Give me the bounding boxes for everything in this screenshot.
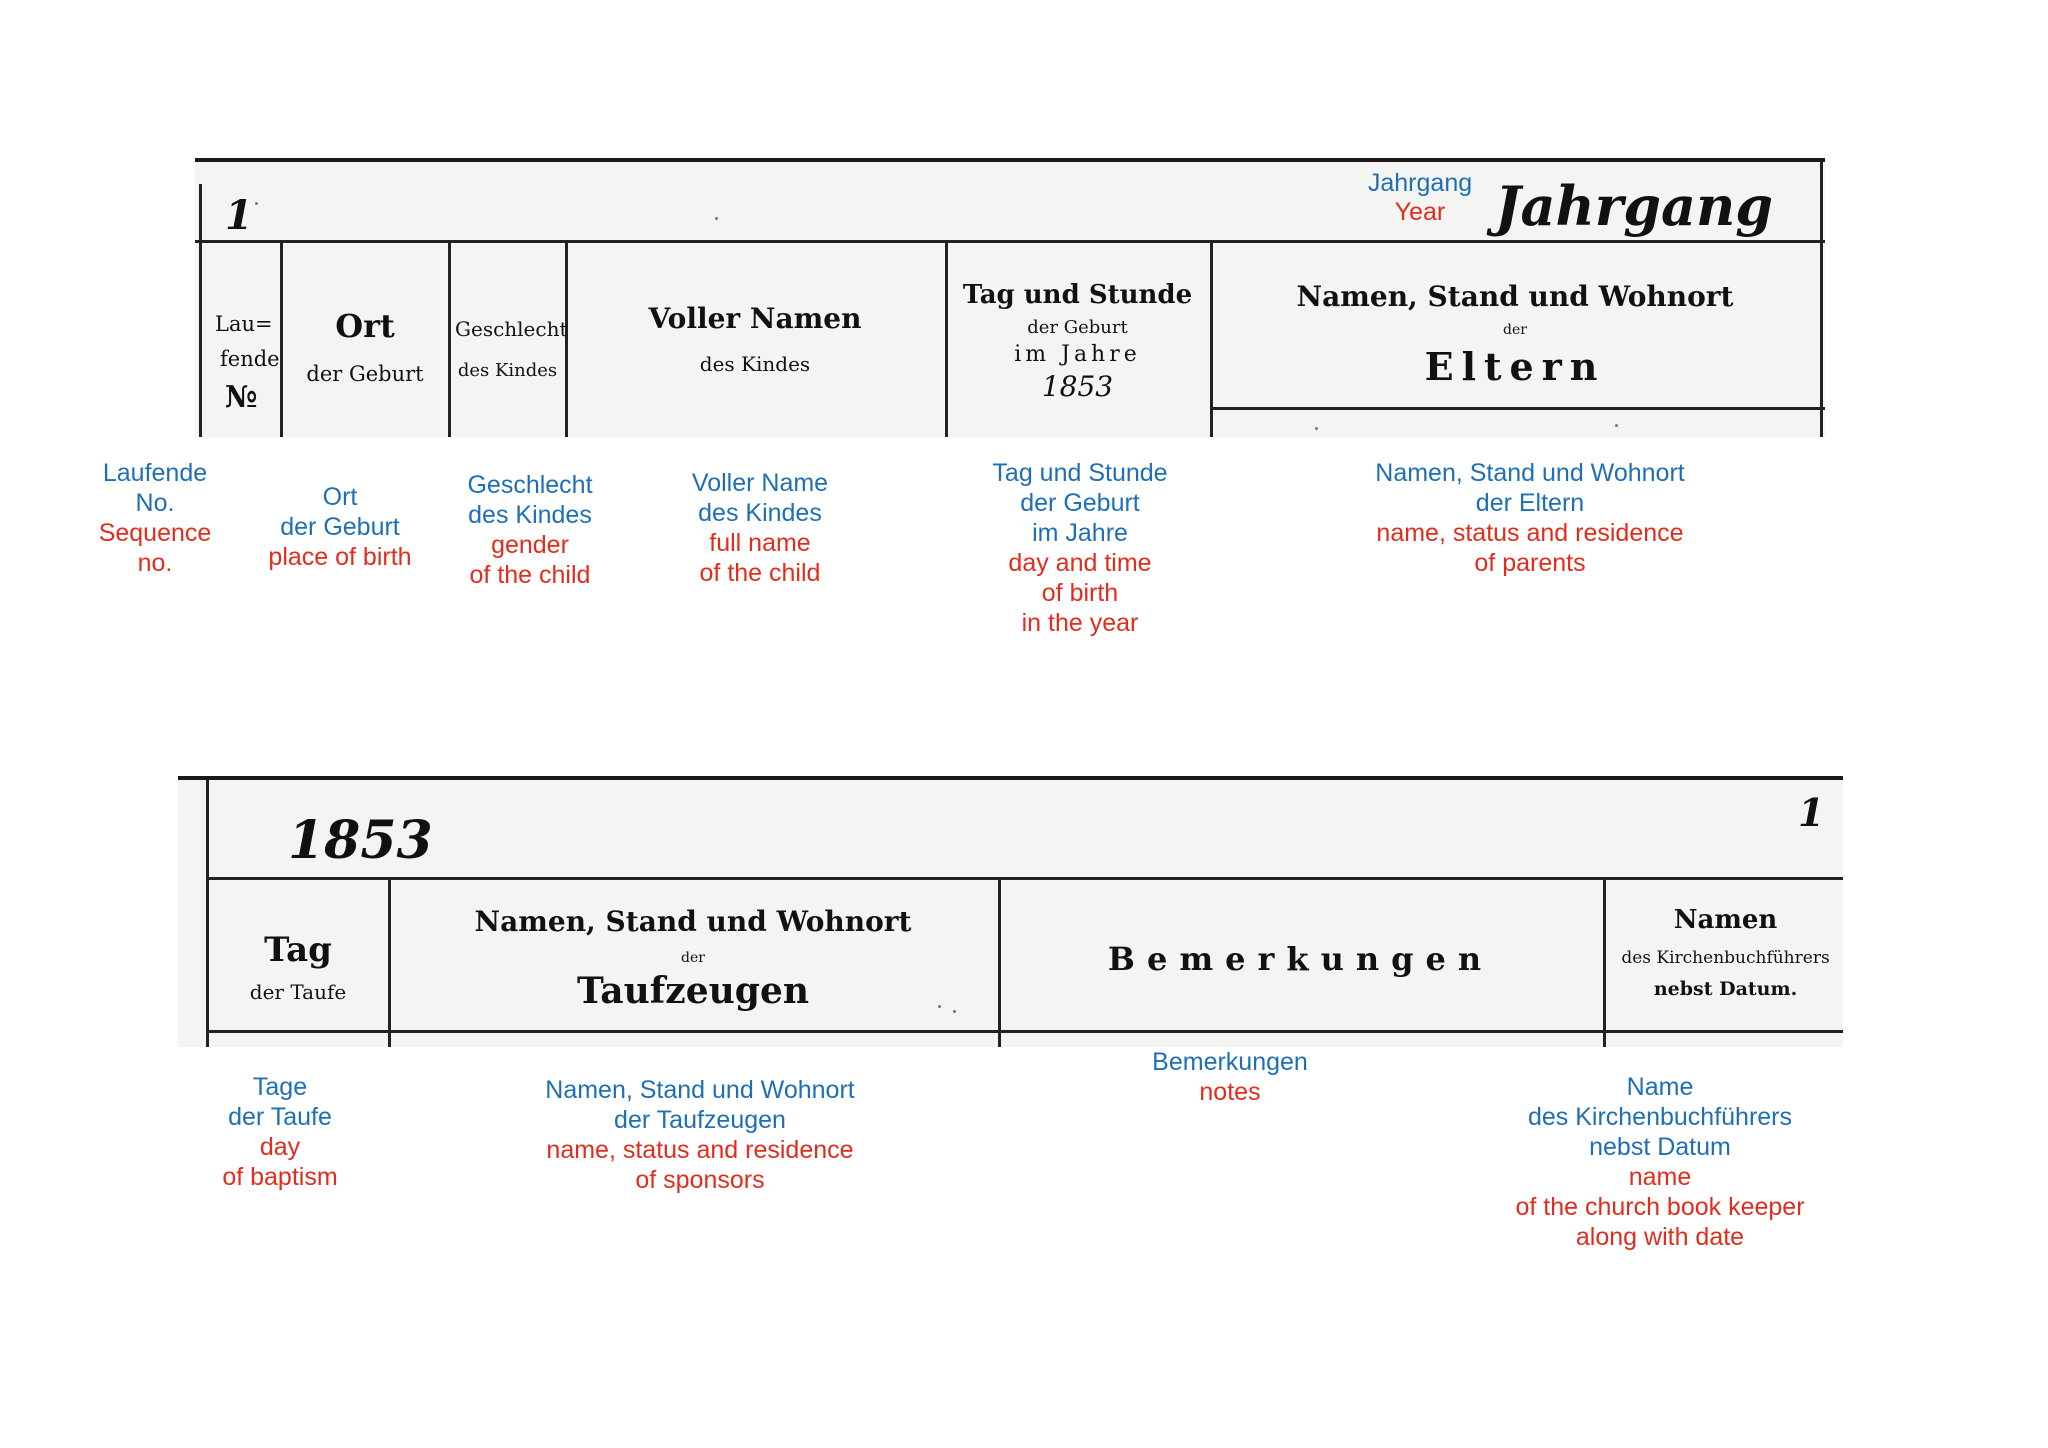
annotation-en-line: of parents bbox=[1474, 549, 1586, 577]
scan-speck bbox=[938, 1005, 941, 1008]
top-register-rule bbox=[195, 240, 1825, 243]
col-tag-line2: der Geburt bbox=[1027, 317, 1128, 338]
annotation-voller bbox=[660, 468, 860, 588]
col-voller-line1: Voller Namen bbox=[648, 302, 862, 335]
annotation-en-line: no. bbox=[137, 549, 173, 577]
annotation-tag-geburt bbox=[960, 458, 1200, 638]
col-bemerkungen: Bemerkungen bbox=[1107, 940, 1494, 978]
annotation-taufe bbox=[180, 1072, 380, 1192]
col-geschlecht-line1: Geschlecht bbox=[455, 317, 568, 341]
page-number: 1 bbox=[1798, 790, 1825, 835]
col-divider bbox=[945, 242, 948, 437]
col-paten-line3: Taufzeugen bbox=[576, 970, 810, 1012]
annotation-de-line: des Kindes bbox=[468, 501, 592, 529]
col-laufende-line1: Lau= bbox=[215, 312, 273, 336]
col-laufende-line2: fende bbox=[220, 347, 280, 371]
annotation-laufende bbox=[70, 458, 240, 578]
annotation-kirchenbuch bbox=[1470, 1072, 1850, 1252]
col-taufe-line2: der Taufe bbox=[249, 980, 347, 1004]
bottom-register-scan bbox=[178, 776, 1843, 1047]
annotation-de-line: Ort bbox=[322, 483, 358, 511]
col-eltern-line2: der bbox=[1503, 322, 1527, 338]
col-paten-line1: Namen, Stand und Wohnort bbox=[474, 905, 912, 938]
annotation-en-line: of sponsors bbox=[635, 1166, 765, 1194]
annotation-de-line: der Eltern bbox=[1475, 489, 1585, 517]
col-kirchenbuch-line2: des Kirchenbuchführers bbox=[1621, 948, 1830, 968]
annotation-en-line: Sequence bbox=[98, 519, 212, 547]
annotation-eltern bbox=[1330, 458, 1730, 578]
register-title: Jahrgang bbox=[1495, 174, 1774, 238]
annotation-en-line: day and time bbox=[1008, 549, 1152, 577]
top-register-left-border bbox=[199, 184, 202, 437]
annotation-de-line: Geschlecht bbox=[467, 471, 593, 499]
col-tag-line4: 1853 bbox=[1041, 370, 1114, 403]
annotation-en-line: name bbox=[1628, 1163, 1692, 1191]
annotation-de-line: No. bbox=[135, 489, 175, 517]
annotation-en-line: gender bbox=[491, 531, 569, 559]
annotation-en-line: notes bbox=[1199, 1078, 1261, 1106]
annotation-en-line: of birth bbox=[1041, 579, 1119, 607]
col-kirchenbuch-line3: nebst Datum. bbox=[1653, 978, 1798, 1000]
annotation-de-line: der Taufe bbox=[228, 1103, 332, 1131]
col-eltern-line3: Eltern bbox=[1424, 344, 1606, 389]
annotation-jahrgang-de: Jahrgang bbox=[1367, 169, 1473, 197]
annotation-de-line: des Kirchenbuchführers bbox=[1527, 1103, 1793, 1131]
col-kirchenbuch-line1: Namen bbox=[1673, 905, 1778, 935]
annotation-en-line: place of birth bbox=[268, 543, 412, 571]
annotation-de-line: Tag und Stunde bbox=[992, 459, 1168, 487]
annotation-de-line: der Taufzeugen bbox=[614, 1106, 786, 1134]
annotation-en-line: of the child bbox=[469, 561, 591, 589]
register-year: 1853 bbox=[288, 810, 433, 871]
col-divider bbox=[1603, 877, 1606, 1047]
col-divider bbox=[388, 877, 391, 1047]
annotation-en-line: along with date bbox=[1575, 1223, 1745, 1251]
col-geschlecht-line2: des Kindes bbox=[457, 360, 558, 381]
annotation-bemerkungen bbox=[1120, 1047, 1340, 1107]
annotation-de-line: im Jahre bbox=[1032, 519, 1128, 547]
annotation-en-line: name, status and residence bbox=[1376, 519, 1684, 547]
col-divider bbox=[448, 242, 451, 437]
scan-speck bbox=[715, 217, 718, 220]
annotation-en-line: day bbox=[259, 1133, 301, 1161]
annotation-en-line: name, status and residence bbox=[546, 1136, 854, 1164]
scan-speck bbox=[1615, 424, 1618, 427]
annotation-en-line: of the child bbox=[699, 559, 821, 587]
col-taufe-line1: Tag bbox=[264, 930, 332, 970]
annotation-de-line: Bemerkungen bbox=[1152, 1048, 1308, 1076]
annotation-en-line: full name bbox=[709, 529, 811, 557]
col-ort-line2: der Geburt bbox=[306, 362, 424, 386]
annotation-geschlecht bbox=[440, 470, 620, 590]
annotation-en-line: of the church book keeper bbox=[1515, 1193, 1805, 1221]
bottom-register-bottom-rule bbox=[206, 1030, 1843, 1033]
col-tag-line1: Tag und Stunde bbox=[962, 280, 1193, 310]
annotation-en-line: of baptism bbox=[222, 1163, 338, 1191]
annotation-de-line: der Geburt bbox=[1020, 489, 1140, 517]
scan-speck bbox=[953, 1010, 956, 1013]
annotation-de-line: Voller Name bbox=[691, 469, 829, 497]
annotation-de-line: des Kindes bbox=[698, 499, 822, 527]
annotation-de-line: der Geburt bbox=[280, 513, 400, 541]
col-laufende-line3: № bbox=[225, 380, 258, 415]
annotation-en-line: in the year bbox=[1021, 609, 1139, 637]
col-divider bbox=[998, 877, 1001, 1047]
annotation-de-line: Namen, Stand und Wohnort bbox=[1375, 459, 1685, 487]
col-divider bbox=[280, 242, 283, 437]
top-register-bottom-rule bbox=[1210, 407, 1825, 410]
annotation-de-line: nebst Datum bbox=[1589, 1133, 1731, 1161]
col-voller-line2: des Kindes bbox=[699, 352, 811, 376]
annotation-de-line: Laufende bbox=[102, 459, 208, 487]
annotation-de-line: Namen, Stand und Wohnort bbox=[545, 1076, 855, 1104]
annotation-taufzeugen bbox=[500, 1075, 900, 1195]
annotation-de-line: Name bbox=[1626, 1073, 1694, 1101]
annotation-de-line: Tage bbox=[252, 1073, 308, 1101]
bottom-register-rule bbox=[206, 877, 1843, 880]
annotation-jahrgang-en: Year bbox=[1394, 198, 1446, 226]
top-register-scan bbox=[195, 158, 1825, 437]
annotation-ort bbox=[250, 482, 430, 572]
col-paten-line2: der bbox=[681, 950, 705, 966]
scan-speck bbox=[1315, 427, 1318, 430]
col-eltern-line1: Namen, Stand und Wohnort bbox=[1296, 280, 1734, 313]
col-ort-line1: Ort bbox=[335, 307, 395, 345]
bottom-register-left-border bbox=[206, 780, 209, 1047]
col-divider bbox=[1820, 162, 1823, 437]
col-tag-line3: im Jahre bbox=[1014, 342, 1141, 367]
scan-speck bbox=[255, 202, 258, 205]
page-number: 1 bbox=[225, 192, 253, 239]
